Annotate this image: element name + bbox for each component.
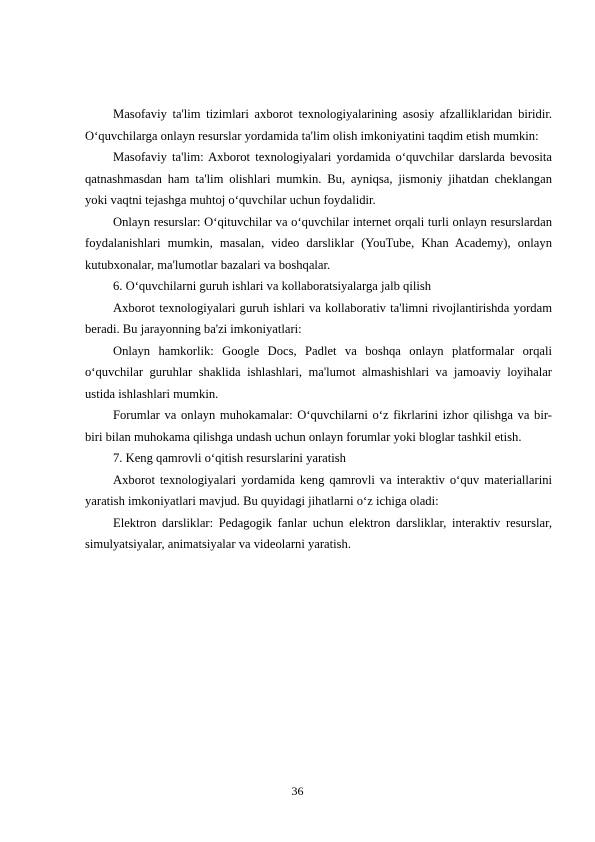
paragraph-distance-learning: Masofaviy ta'lim: Axborot texnologiyalari yordamida o‘quvchilar darslarda bevosita qatnashmasdan ham ta'lim olishlari mumkin. Bu, ayniqsa, jismoniy jihatdan cheklangan yoki vaqtni tejashga muhtoj o‘quvchilar uchun foydalidir. [85,150,552,207]
paragraph-online-resources: Onlayn resurslar: O‘qituvchilar va o‘quvchilar internet orqali turli onlayn resurslardan foydalanishlari mumkin, masalan, video darsliklar (YouTube, Khan Academy), onlayn kutubxonalar, ma'lumotlar bazalari va boshqalar. [85,214,552,272]
paragraph-distance-learning-intro: Masofaviy ta'lim tizimlari axborot texnologiyalarining asosiy afzalliklaridan biridir. O‘quvchilarga onlayn resurslar yordamida ta'lim olish imkoniyatini taqdim etish mumkin: [85,107,552,143]
paragraph-resources-intro: Axborot texnologiyalari yordamida keng qamrovli va interaktiv o‘quv materiallarini yaratish imkoniyatlari mavjud. Bu quyidagi jihatlarni o‘z ichiga oladi: [85,472,552,508]
page-number: 36 [291,784,304,798]
document-body [85,104,552,556]
section-heading-7: 7. Keng qamrovli o‘qitish resurslarini yaratish [113,451,346,465]
paragraph-e-textbooks: Elektron darsliklar: Pedagogik fanlar uchun elektron darsliklar, interaktiv resurslar, simulyatsiyalar, animatsiyalar va videolarni yaratish. [85,515,552,551]
section-heading-6: 6. O‘quvchilarni guruh ishlari va kollaboratsiyalarga jalb qilish [113,279,432,293]
paragraph-forums: Forumlar va onlayn muhokamalar: O‘quvchilarni o‘z fikrlarini izhor qilishga va bir-biri bilan muhokama qilishga undash uchun onlayn forumlar yoki bloglar tashkil etish. [85,408,552,444]
paragraph-group-work-intro: Axborot texnologiyalari guruh ishlari va kollaborativ ta'limni rivojlantirishda yordam beradi. Bu jarayonning ba'zi imkoniyatlari: [85,300,552,336]
paragraph-online-collaboration: Onlayn hamkorlik: Google Docs, Padlet va boshqa onlayn platformalar orqali o‘quvchilar guruhlar shaklida ishlashlari, ma'lumot almashishlari va jamoaviy loyihalar ustida ishlashlari mumkin. [85,343,552,401]
